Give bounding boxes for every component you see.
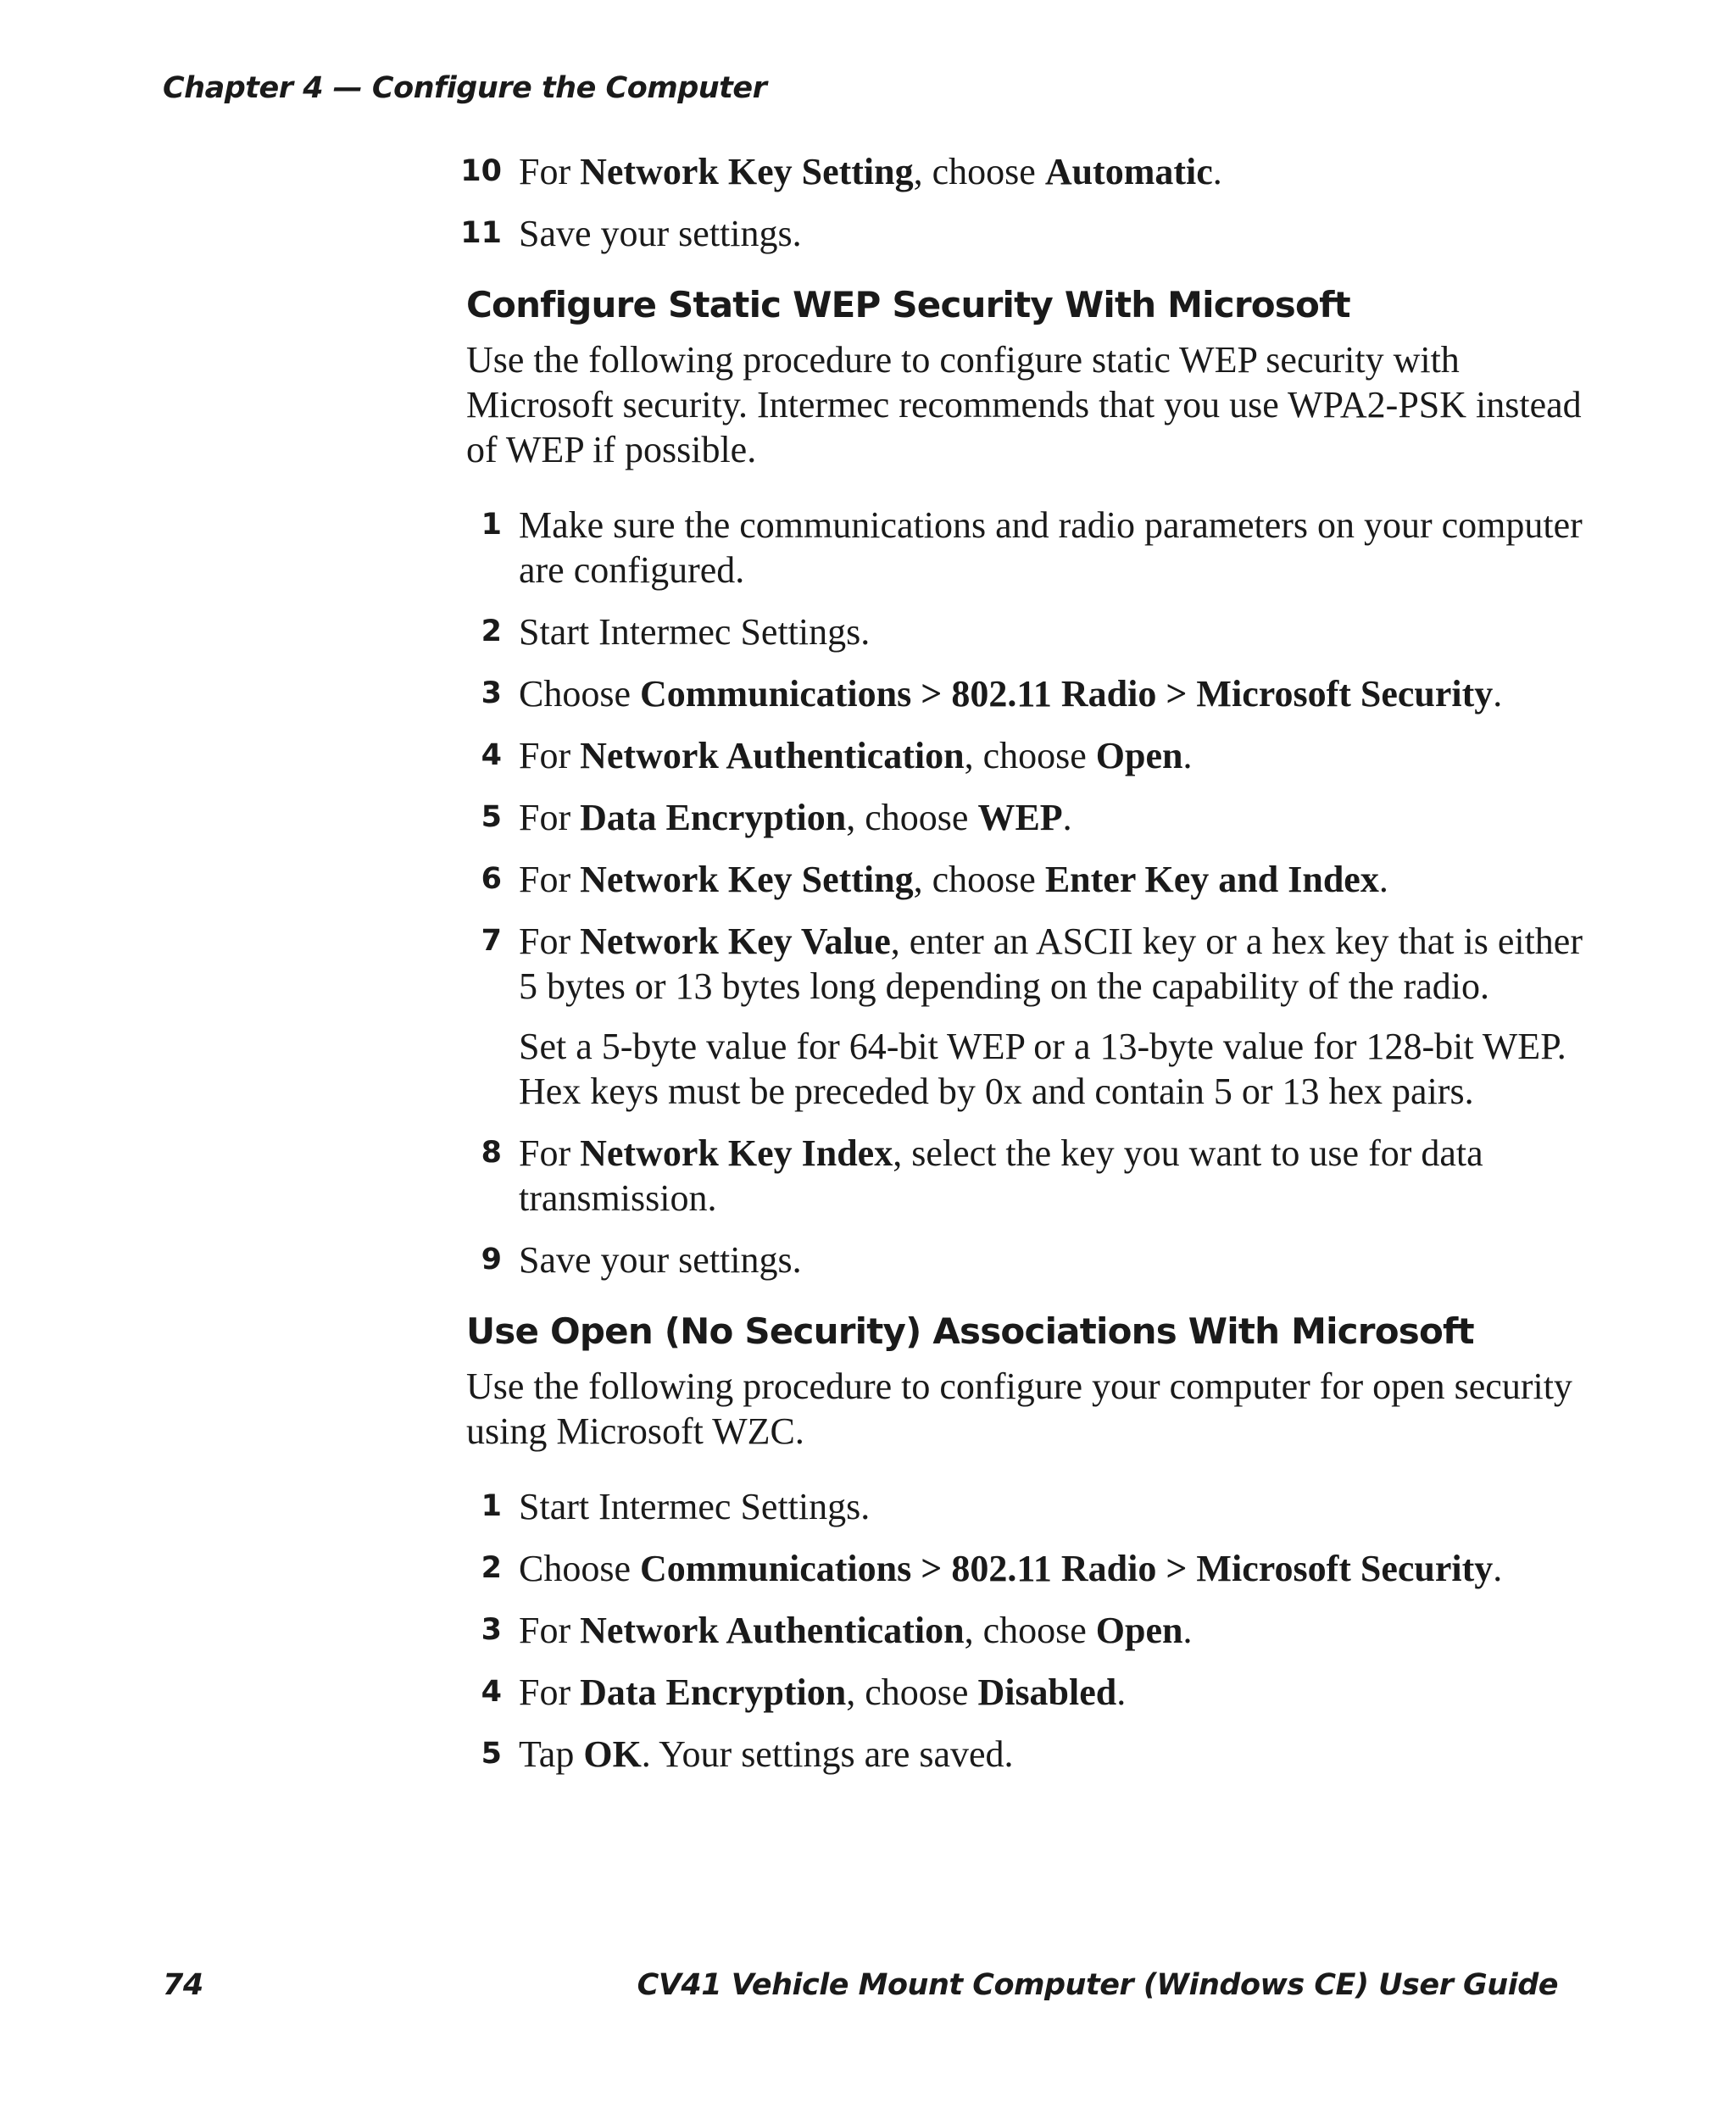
- step-text-segment: .: [1116, 1671, 1127, 1713]
- step-text-segment: For: [519, 151, 581, 192]
- step-text: [519, 919, 1602, 1114]
- steps-open-associations: [466, 1484, 1602, 1777]
- step-number: 9: [481, 1243, 502, 1276]
- step-text: [519, 733, 1602, 778]
- step-text-segment: .: [1062, 797, 1072, 838]
- step-note: Set a 5-byte value for 64-bit WEP or a 13-byte value for 128-bit WEP. Hex keys must be preceded by 0x and contain 5 or 13 hex pairs.: [519, 1026, 1566, 1112]
- footer-guide-title: CV41 Vehicle Mount Computer (Windows CE) User Guide: [637, 1968, 1558, 2002]
- list-item: [466, 1546, 1602, 1591]
- step-text-segment: . Your settings are saved.: [641, 1733, 1014, 1775]
- ui-term: Network Key Value: [580, 921, 891, 962]
- step-text: [519, 609, 1602, 654]
- ui-term: Network Authentication: [580, 1610, 965, 1651]
- step-text: [519, 795, 1602, 840]
- step-text-segment: , choose: [964, 735, 1096, 776]
- step-text-segment: For: [519, 735, 581, 776]
- step-number: 1: [481, 1489, 502, 1523]
- step-number: 5: [481, 800, 502, 834]
- step-text-segment: For: [519, 1610, 581, 1651]
- list-item: [466, 919, 1602, 1114]
- ui-term: Network Key Setting: [580, 859, 914, 900]
- step-text-segment: .: [1182, 735, 1193, 776]
- list-item: [466, 1608, 1602, 1653]
- ui-term: WEP: [977, 797, 1063, 838]
- step-text: [519, 1131, 1602, 1221]
- step-text-segment: Start Intermec Settings.: [519, 611, 871, 653]
- step-text: [519, 857, 1602, 902]
- ui-term: Data Encryption: [580, 1671, 847, 1713]
- step-text: [519, 1670, 1602, 1715]
- section-heading-static-wep: Configure Static WEP Security With Microsoft: [466, 284, 1350, 325]
- step-number: 5: [481, 1737, 502, 1771]
- step-text-segment: Make sure the communications and radio parameters on your computer are configured.: [519, 504, 1583, 591]
- step-text-segment: .: [1182, 1610, 1193, 1651]
- list-item: [466, 503, 1602, 592]
- step-text-segment: Choose: [519, 1548, 640, 1589]
- footer-page-number: 74: [163, 1968, 203, 2002]
- step-instruction: [519, 1732, 1602, 1777]
- list-item: [466, 1670, 1602, 1715]
- step-text-segment: For: [519, 859, 581, 900]
- ui-term: Communications > 802.11 Radio > Microsoft Security: [640, 1548, 1494, 1589]
- step-number: 8: [481, 1136, 502, 1170]
- step-text-segment: , choose: [846, 797, 978, 838]
- list-item: [466, 857, 1602, 902]
- step-instruction: [519, 211, 1602, 256]
- step-number: 2: [481, 1551, 502, 1585]
- step-instruction: [519, 857, 1602, 902]
- step-text-segment: , select the key you want to use for data transmission.: [519, 1132, 1483, 1219]
- step-instruction: [519, 1670, 1602, 1715]
- step-text-segment: , enter an ASCII key or a hex key that is either 5 bytes or 13 bytes long depending on the capability of the radio.: [519, 921, 1583, 1007]
- step-text-segment: For: [519, 921, 581, 962]
- step-number: 4: [481, 1675, 502, 1709]
- step-text: [519, 671, 1602, 716]
- ui-term: Open: [1095, 1610, 1183, 1651]
- ui-term: Enter Key and Index: [1044, 859, 1379, 900]
- step-instruction: [519, 1484, 1602, 1529]
- ui-term: Automatic: [1044, 151, 1213, 192]
- step-text: [519, 211, 1602, 256]
- step-instruction: [519, 609, 1602, 654]
- step-text-segment: , choose: [846, 1671, 978, 1713]
- running-head-chapter: Chapter 4 — Configure the Computer: [163, 71, 767, 105]
- step-instruction: [519, 1546, 1602, 1591]
- ui-term: OK: [583, 1733, 642, 1775]
- step-number: 2: [481, 615, 502, 648]
- continued-steps: [460, 149, 1602, 256]
- step-text-segment: .: [1493, 1548, 1503, 1589]
- list-item: [466, 1131, 1602, 1221]
- list-item: [466, 609, 1602, 654]
- step-text: [519, 149, 1602, 194]
- step-number: 1: [481, 508, 502, 542]
- ui-term: Data Encryption: [580, 797, 847, 838]
- ui-term: Network Authentication: [580, 735, 965, 776]
- list-item: [466, 671, 1602, 716]
- section-intro-open-associations: Use the following procedure to configure your computer for open security using Microsoft WZC.: [466, 1365, 1572, 1452]
- ui-term: Network Key Setting: [580, 151, 914, 192]
- step-text: [519, 1608, 1602, 1653]
- page-content: [460, 149, 1602, 1794]
- step-text-segment: Start Intermec Settings.: [519, 1486, 871, 1527]
- list-item: [466, 1238, 1602, 1282]
- section-intro-static-wep: Use the following procedure to configure static WEP security with Microsoft security. Intermec recommends that you use WPA2-PSK instead of WEP if possible.: [466, 339, 1582, 470]
- list-item: [466, 733, 1602, 778]
- step-number: 11: [460, 216, 502, 250]
- step-text-segment: Save your settings.: [519, 1239, 802, 1281]
- step-text-segment: Choose: [519, 673, 640, 715]
- list-item: [460, 149, 1602, 194]
- ui-term: Disabled: [977, 1671, 1117, 1713]
- step-instruction: [519, 1238, 1602, 1282]
- step-text: [519, 1484, 1602, 1529]
- step-instruction: [519, 503, 1602, 592]
- step-text: [519, 1732, 1602, 1777]
- step-instruction: [519, 733, 1602, 778]
- steps-static-wep: [466, 503, 1602, 1282]
- ui-term: Network Key Index: [580, 1132, 893, 1174]
- step-text: [519, 1546, 1602, 1591]
- list-item: [460, 211, 1602, 256]
- step-instruction: [519, 1131, 1602, 1221]
- list-item: [466, 1484, 1602, 1529]
- step-text-segment: .: [1493, 673, 1503, 715]
- step-instruction: [519, 919, 1602, 1009]
- step-number: 10: [460, 154, 502, 188]
- ui-term: Open: [1095, 735, 1183, 776]
- list-item: [466, 795, 1602, 840]
- list-item: [466, 1732, 1602, 1777]
- step-instruction: [519, 149, 1602, 194]
- step-text-segment: , choose: [913, 859, 1045, 900]
- step-text-segment: .: [1212, 151, 1222, 192]
- step-text-segment: , choose: [913, 151, 1045, 192]
- step-text-segment: , choose: [964, 1610, 1096, 1651]
- step-text-segment: For: [519, 1671, 581, 1713]
- step-text-segment: For: [519, 1132, 581, 1174]
- step-text-segment: .: [1378, 859, 1388, 900]
- step-text-segment: For: [519, 797, 581, 838]
- step-text: [519, 503, 1602, 592]
- step-text: [519, 1238, 1602, 1282]
- step-number: 3: [481, 1613, 502, 1647]
- ui-term: Communications > 802.11 Radio > Microsoft Security: [640, 673, 1494, 715]
- step-text-segment: Tap: [519, 1733, 584, 1775]
- step-number: 6: [481, 862, 502, 896]
- section-heading-open-associations: Use Open (No Security) Associations With Microsoft: [466, 1310, 1474, 1352]
- step-instruction: [519, 671, 1602, 716]
- step-number: 4: [481, 738, 502, 772]
- step-number: 3: [481, 676, 502, 710]
- step-number: 7: [481, 924, 502, 958]
- step-text-segment: Save your settings.: [519, 213, 802, 254]
- step-instruction: [519, 1608, 1602, 1653]
- step-instruction: [519, 795, 1602, 840]
